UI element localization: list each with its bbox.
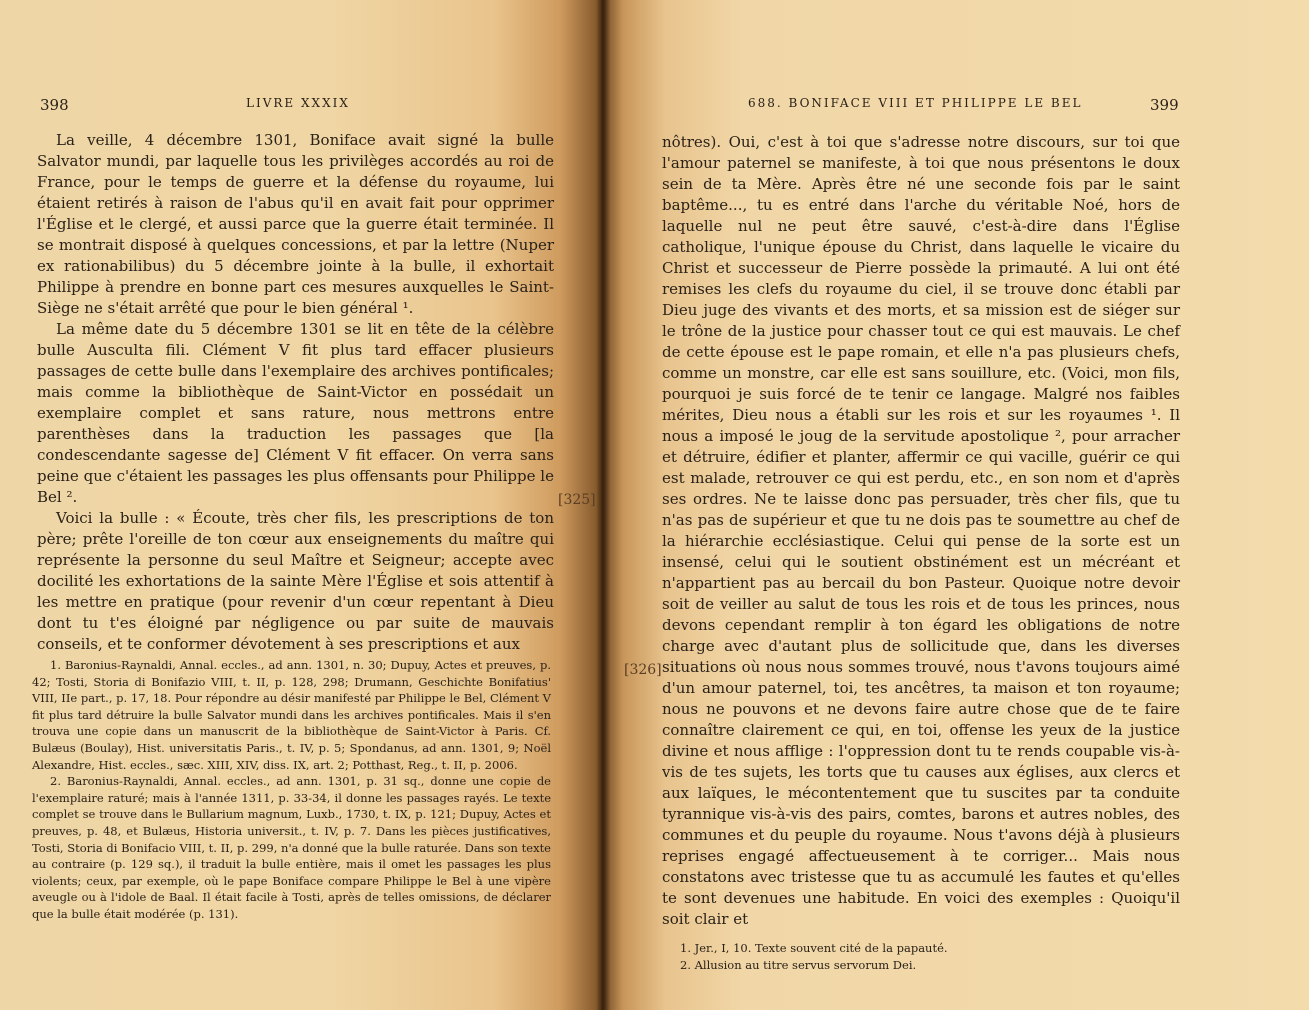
right-paragraph: nôtres). Oui, c'est à toi que s'adresse notre discours, sur toi que l'amour paternel se manifeste, à toi que nous présentons le doux sein de ta Mère. Après être né une seconde fois par le saint baptême..., tu es entré dans l'arche du véritable Noé, hors de laquelle nul ne peut être sauvé, c'est-à-dire dans l'Église catholique, l'unique épouse du Christ, dans laquelle le vicaire du Christ et successeur de Pierre possède la primauté. A lui ont été remises les clefs du royaume du ciel, il se trouve donc établi par Dieu juge des vivants et des morts, et sa mission est de siéger sur le trône de la justice pour chasser tout ce qui est mauvais. Le chef de cette épouse est le pape romain, et elle n'a pas plusieurs chefs, comme un monstre, car elle est sans souillure, etc. (Voici, mon fils, pourquoi je suis forcé de te tenir ce langage. Malgré nos faibles mérites, Dieu nous a établi sur les rois et sur les royaumes ¹. Il nous a imposé le joug de la servitude apostolique ², pour arracher et détruire, édifier et planter, affermir ce qui vacille, guérir ce qui est malade, retrouver ce qui est perdu, etc., en son nom et d'après ses ordres. Ne te laisse donc pas persuader, très cher fils, que tu n'as pas de supérieur et que tu ne dois pas te soumettre au chef de la hiérarchie ecclésiastique. Celui qui pense de la sorte est un insensé, celui qui le soutient obstinément est un mécréant et n'appartient pas au bercail du bon Pasteur. Quoique notre devoir soit de veiller au salut de tous les rois et de tous les princes, nous devons cependant remplir à ton égard les obligations de notre charge avec d'autant plus de sollicitude que, dans les diverses situations où nous nous sommes trouvé, nous t'avons toujours aimé d'un amour paternel, toi, tes ancêtres, ta maison et ton royaume; nous ne pouvons et ne devons faire autre chose que de te faire connaître clairement ce qui, en toi, offense les yeux de la justice divine et nous afflige : l'oppression dont tu te rends coupable vis-à-vis de tes sujets, les torts que tu causes aux églises, aux clercs et aux laïques, le mécontentement que tu suscites par ta conduite tyrannique vis-à-vis des pairs, comtes, barons et autres nobles, des communes et du peuple du royaume. Nous t'avons déjà à plusieurs reprises engagé affectueusement à te corriger... Mais nous constatons avec tristesse que tu as accumulé les fautes et qu'elles te sont devenues une habitude. En voici des exemples : Quoiqu'il soit clair et <box>662 133 1180 928</box>
left-margin-page-marker: [325] <box>558 492 596 508</box>
right-margin-page-marker: [326] <box>624 662 662 678</box>
left-page <box>0 0 602 1010</box>
right-footnote-2: 2. Allusion au titre servus servorum Dei. <box>680 957 917 972</box>
left-folio: 398 <box>40 96 69 114</box>
right-footnotes <box>662 940 1180 973</box>
right-footnote-1: 1. Jer., I, 10. Texte souvent cité de la papauté. <box>680 941 948 955</box>
left-paragraph-3: Voici la bulle : « Écoute, très cher fils, les prescriptions de ton père; prête l'oreille de ton cœur aux enseignements du maître qui représente la personne du seul Maître et Seigneur; accepte avec docilité les exhortations de la sainte Mère l'Église et sois attentif à les mettre en pratique (pour revenir d'un cœur repentant à Dieu dont tu t'es éloigné par négligence ou par suite de mauvais conseils, et te conformer dévotement à ses prescriptions et aux <box>37 509 554 653</box>
left-footnote-2: 2. Baronius-Raynaldi, Annal. eccles., ad ann. 1301, p. 31 sq., donne une copie de l'exemplaire raturé; mais à l'année 1311, p. 33-34, il donne les passages rayés. Le texte complet se trouve dans le Bullarium magnum, Luxb., 1730, t. IX, p. 121; Dupuy, Actes et preuves, p. 48, et Bulæus, Historia universit., t. IV, p. 7. Dans les pièces justificatives, Tosti, Storia di Bonifacio VIII, t. II, p. 299, n'a donné que la bulle raturée. Dans son texte au contraire (p. 129 sq.), il traduit la bulle entière, mais il omet les passages les plus violents; ceux, par exemple, où le pape Boniface compare Philippe le Bel à une vipère aveugle ou à l'idole de Baal. Il était facile à Tosti, après de telles omissions, de déclarer que la bulle était modérée (p. 131). <box>32 774 551 921</box>
left-footnotes <box>32 657 551 923</box>
left-paragraph-1: La veille, 4 décembre 1301, Boniface avait signé la bulle Salvator mundi, par laquelle tous les privilèges accordés au roi de France, pour le temps de guerre et la défense du royaume, lui étaient retirés à raison de l'abus qu'il en avait fait pour opprimer l'Église et le clergé, et aussi parce que la guerre était terminée. Il se montrait disposé à quelques concessions, et par la lettre (Nuper ex rationabilibus) du 5 décembre jointe à la bulle, il exhortait Philippe à prendre en bonne part ces mesures auxquelles le Saint-Siège ne s'était arrêté que pour le bien général ¹. <box>37 131 554 317</box>
left-running-head: LIVRE XXXIX <box>246 96 350 110</box>
right-body-text <box>662 132 1180 930</box>
right-folio: 399 <box>1150 96 1179 114</box>
right-running-head: 688. BONIFACE VIII ET PHILIPPE LE BEL <box>748 96 1083 110</box>
left-paragraph-2: La même date du 5 décembre 1301 se lit en tête de la célèbre bulle Ausculta fili. Clément V fit plus tard effacer plusieurs passages de cette bulle dans l'exemplaire des archives pontificales; mais comme la bibliothèque de Saint-Victor en possédait un exemplaire complet et sans rature, nous mettrons entre parenthèses dans la traduction les passages que [la condescendante sagesse de] Clément V fit effacer. On verra sans peine que c'étaient les passages les plus offensants pour Philippe le Bel ². <box>37 320 554 506</box>
left-body-text <box>37 130 554 655</box>
left-footnote-1: 1. Baronius-Raynaldi, Annal. eccles., ad ann. 1301, n. 30; Dupuy, Actes et preuves, p. 42; Tosti, Storia di Bonifazio VIII, t. II, p. 128, 298; Drumann, Geschichte Bonifatius' VIII, IIe part., p. 17, 18. Pour répondre au désir manifesté par Philippe le Bel, Clément V fit plus tard détruire la bulle Salvator mundi dans les archives pontificales. Mais il s'en trouva une copie dans un manuscrit de la bibliothèque de Saint-Victor à Paris. Cf. Bulæus (Boulay), Hist. universitatis Paris., t. IV, p. 5; Spondanus, ad ann. 1301, 9; Noël Alexandre, Hist. eccles., sæc. XIII, XIV, diss. IX, art. 2; Potthast, Reg., t. II, p. 2006. <box>32 658 551 772</box>
book-gutter-shadow <box>596 0 610 1010</box>
right-page <box>602 0 1309 1010</box>
